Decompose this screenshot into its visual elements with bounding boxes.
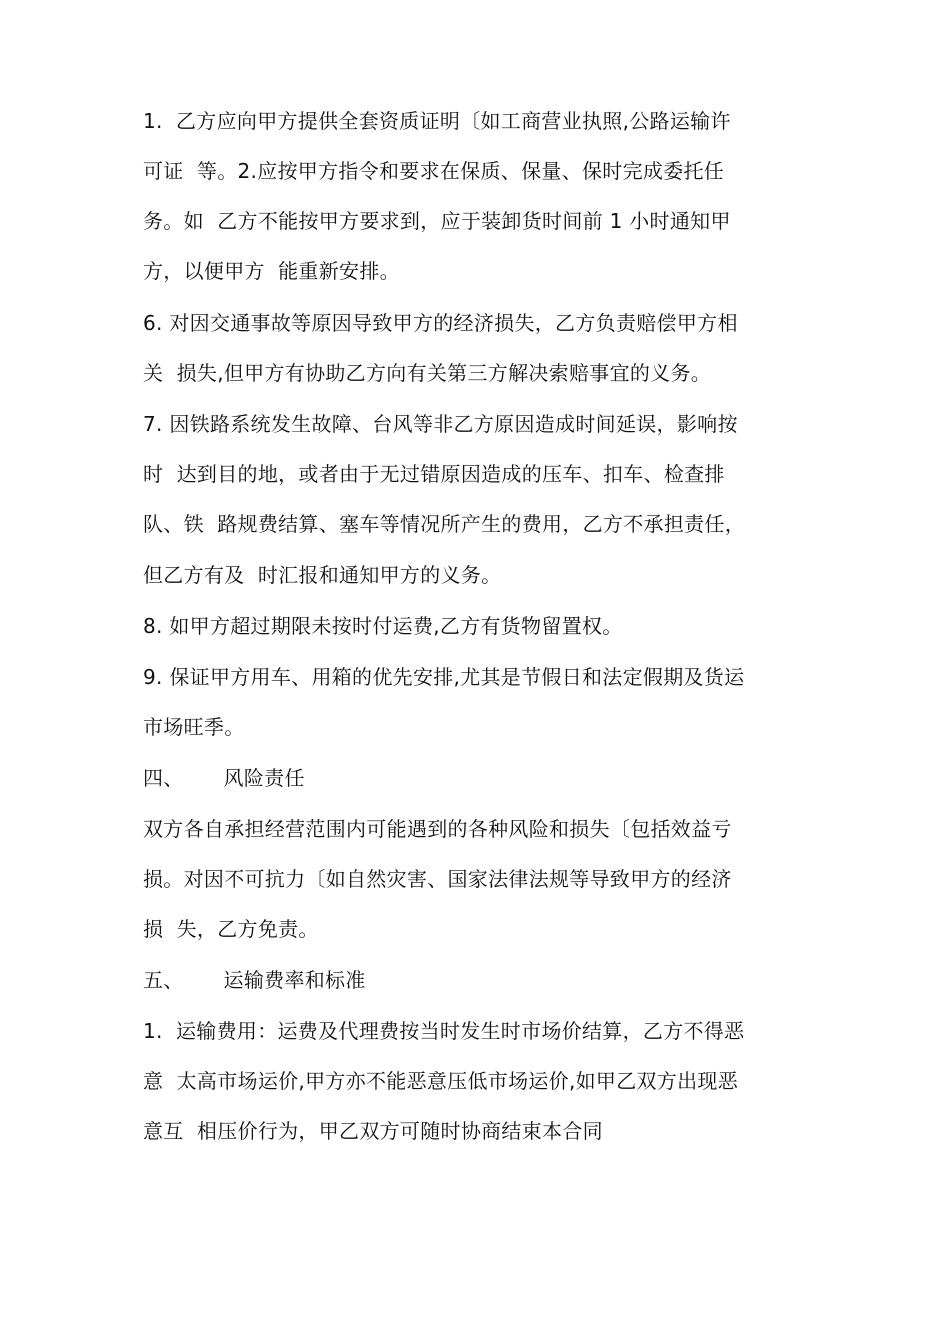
text-line: 6. 对因交通事故等原因导致甲方的经济损失，乙方负责赔偿甲方相: [143, 311, 738, 335]
section-heading: 四、 风险责任: [143, 766, 305, 790]
text-line: 损 失，乙方免责。: [143, 917, 319, 941]
text-line: 8. 如甲方超过期限未按时付运费,乙方有货物留置权。: [143, 614, 623, 638]
text-line: 意 太高市场运价,甲方亦不能恶意压低市场运价,如甲乙双方出现恶: [143, 1069, 739, 1093]
text-line: 意互 相压价行为，甲乙双方可随时协商结束本合同: [143, 1119, 603, 1143]
text-line: 9. 保证甲方用车、用箱的优先安排,尤其是节假日和法定假期及货运: [143, 665, 745, 689]
text-line: 1. 运输费用：运费及代理费按当时发生时市场价结算，乙方不得恶: [143, 1019, 745, 1043]
text-line: 但乙方有及 时汇报和通知甲方的义务。: [143, 563, 502, 587]
text-line: 方，以便甲方 能重新安排。: [143, 259, 400, 283]
text-line: 可证 等。2.应按甲方指令和要求在保质、保量、保时完成委托任: [143, 159, 725, 183]
text-line: 队、铁 路规费结算、塞车等情况所产生的费用，乙方不承担责任，: [143, 512, 746, 536]
text-line: 1. 乙方应向甲方提供全套资质证明〔如工商营业执照,公路运输许: [143, 109, 731, 133]
text-line: 市场旺季。: [143, 715, 245, 739]
text-line: 7. 因铁路系统发生故障、台风等非乙方原因造成时间延误，影响按: [143, 412, 738, 436]
text-line: 时 达到目的地，或者由于无过错原因造成的压车、扣车、检查排: [143, 462, 725, 486]
text-line: 关 损失,但甲方有协助乙方向有关第三方解决索赔事宜的义务。: [143, 361, 712, 385]
section-heading: 五、 运输费率和标准: [143, 968, 366, 992]
text-line: 务。如 乙方不能按甲方要求到，应于装卸货时间前 1 小时通知甲: [143, 209, 731, 233]
text-line: 双方各自承担经营范围内可能遇到的各种风险和损失〔包括效益亏: [143, 817, 732, 841]
text-line: 损。对因不可抗力〔如自然灾害、国家法律法规等导致甲方的经济: [143, 867, 732, 891]
